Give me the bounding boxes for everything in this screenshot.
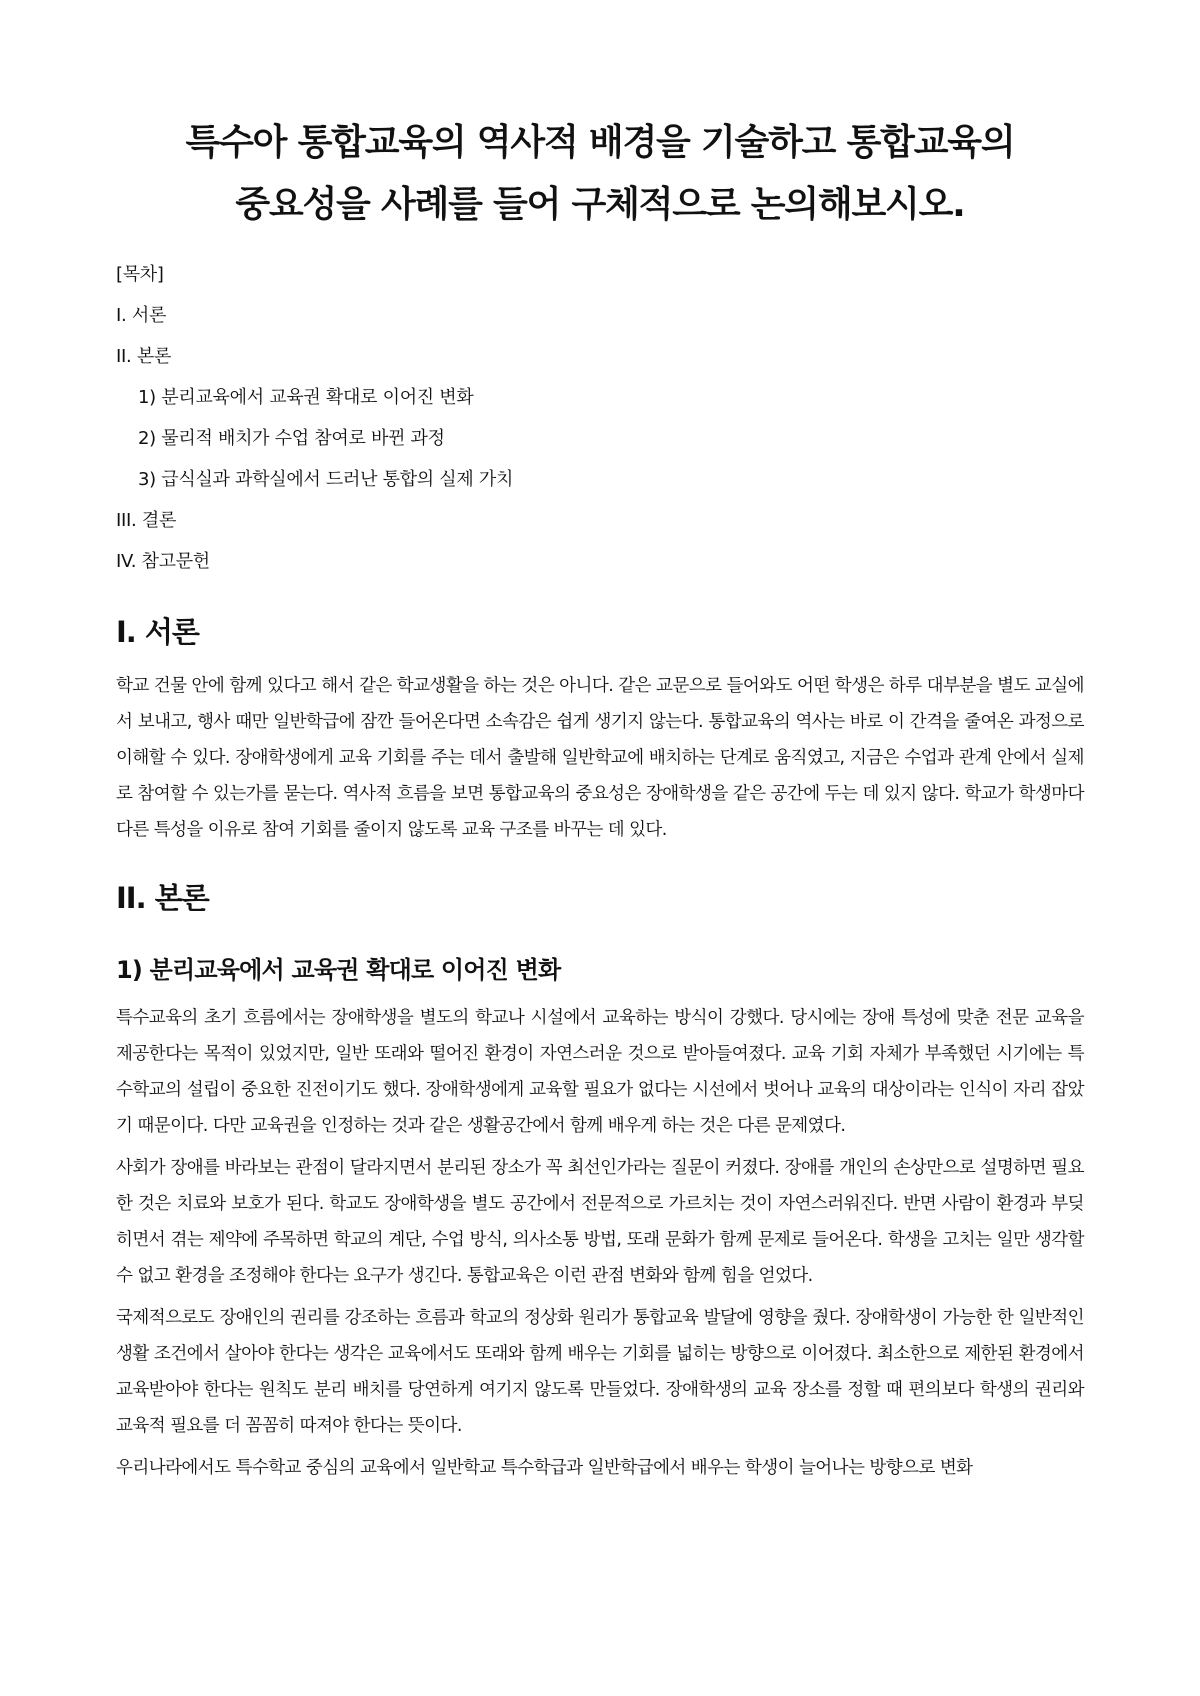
section-heading-intro: I. 서론 (116, 615, 199, 649)
toc-heading: [목차] (116, 264, 164, 285)
document-title: 특수아 통합교육의 역사적 배경을 기술하고 통합교육의 중요성을 사례를 들어 구체적으로 논의해보시오. (185, 122, 1015, 225)
paragraph: 우리나라에서도 특수학교 중심의 교육에서 일반학교 특수학급과 일반학급에서 배우는 학생이 늘어나는 방향으로 변화 (116, 1458, 973, 1478)
paragraph: 학교 건물 안에 함께 있다고 해서 같은 학교생활을 하는 것은 아니다. 같은 교문으로 들어와도 어떤 학생은 하루 대부분을 별도 교실에서 보내고, 행사 때만 일반학급에 잠깐 들어온다면 소속감은 쉽게 생기지 않는다. 통합교육의 역사는 바로 이 간격을 줄여온 과정으로 이해할 수 있다. 장애학생에게 교육 기회를 주는 데서 출발해 일반학교에 배치하는 단계로 움직였고, 지금은 수업과 관계 안에서 실제로 참여할 수 있는가를 묻는다. 역사적 흐름을 보면 통합교육의 중요성은 장애학생을 같은 공간에 두는 데 있지 않다. 학교가 학생마다 다른 특성을 이유로 참여 기회를 줄이지 않도록 교육 구조를 바꾸는 데 있다. (116, 676, 1084, 840)
section-heading-body: II. 본론 (116, 881, 209, 915)
document-page (116, 112, 1084, 1492)
toc-item: IV. 참고문헌 (116, 551, 210, 572)
toc-item: 1) 분리교육에서 교육권 확대로 이어진 변화 (138, 387, 474, 408)
paragraph: 국제적으로도 장애인의 권리를 강조하는 흐름과 학교의 정상화 원리가 통합교육 발달에 영향을 줬다. 장애학생이 가능한 한 일반적인 생활 조건에서 살아야 한다는 생각은 교육에서도 또래와 함께 배우는 기회를 넓히는 방향으로 이어졌다. 최소한으로 제한된 환경에서 교육받아야 한다는 원칙도 분리 배치를 당연하게 여기지 않도록 만들었다. 장애학생의 교육 장소를 정할 때 편의보다 학생의 권리와 교육적 필요를 더 꼼꼼히 따져야 한다는 뜻이다. (116, 1308, 1084, 1436)
toc-item: I. 서론 (116, 305, 167, 326)
toc-item: III. 결론 (116, 510, 177, 531)
subsection-heading: 1) 분리교육에서 교육권 확대로 이어진 변화 (116, 956, 561, 984)
paragraph: 사회가 장애를 바라보는 관점이 달라지면서 분리된 장소가 꼭 최선인가라는 질문이 커졌다. 장애를 개인의 손상만으로 설명하면 필요한 것은 치료와 보호가 된다. 학교도 장애학생을 별도 공간에서 전문적으로 가르치는 것이 자연스러워진다. 반면 사람이 환경과 부딪히면서 겪는 제약에 주목하면 학교의 계단, 수업 방식, 의사소통 방법, 또래 문화가 함께 문제로 들어온다. 학생을 고치는 일만 생각할 수 없고 환경을 조정해야 한다는 요구가 생긴다. 통합교육은 이런 관점 변화와 함께 힘을 얻었다. (116, 1158, 1084, 1286)
table-of-contents (116, 254, 1084, 582)
toc-item: 2) 물리적 배치가 수업 참여로 바뀐 과정 (138, 428, 445, 449)
toc-item: 3) 급식실과 과학실에서 드러난 통합의 실제 가치 (138, 469, 514, 490)
paragraph: 특수교육의 초기 흐름에서는 장애학생을 별도의 학교나 시설에서 교육하는 방식이 강했다. 당시에는 장애 특성에 맞춘 전문 교육을 제공한다는 목적이 있었지만, 일반 또래와 떨어진 환경이 자연스러운 것으로 받아들여졌다. 교육 기회 자체가 부족했던 시기에는 특수학교의 설립이 중요한 진전이기도 했다. 장애학생에게 교육할 필요가 없다는 시선에서 벗어나 교육의 대상이라는 인식이 자리 잡았기 때문이다. 다만 교육권을 인정하는 것과 같은 생활공간에서 함께 배우게 하는 것은 다른 문제였다. (116, 1008, 1084, 1136)
toc-item: II. 본론 (116, 346, 172, 367)
